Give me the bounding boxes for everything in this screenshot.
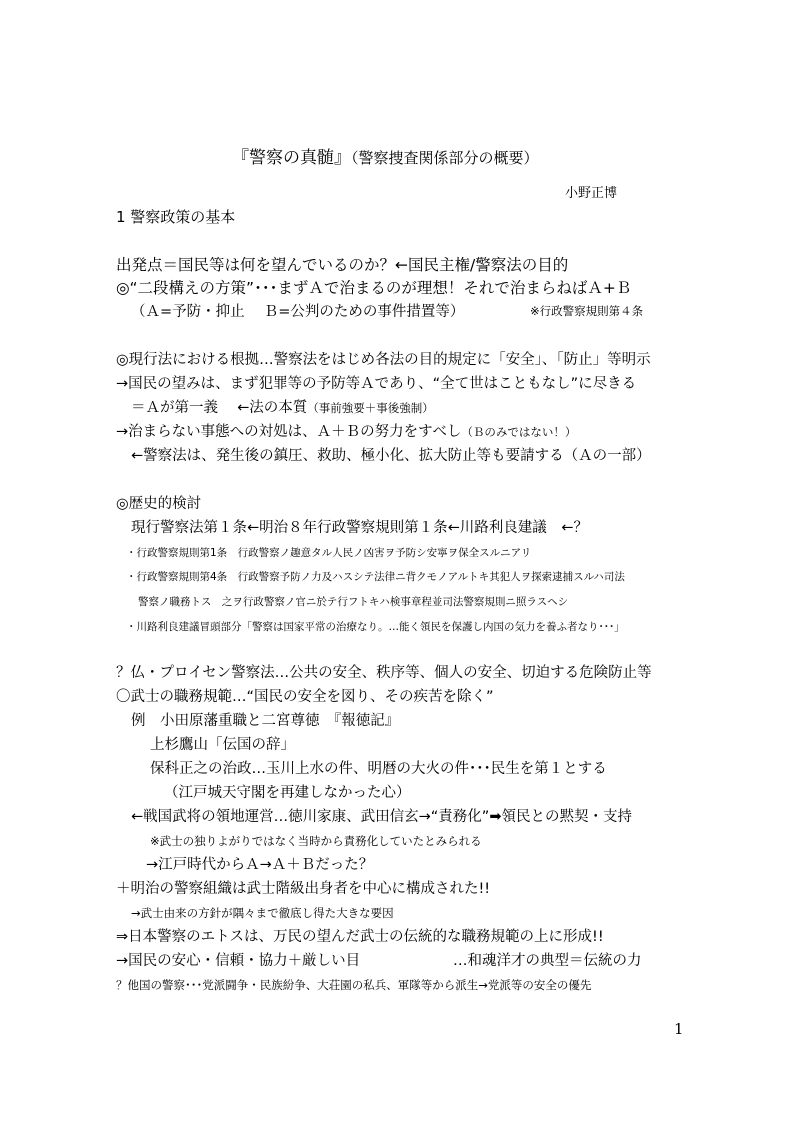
text-line-citizen-trust: →国民の安心・信頼・協力＋厳しい目 <box>116 953 361 969</box>
text-a-plus-b-note: （Ｂのみではない！） <box>461 425 577 439</box>
section-heading: 1 警察政策の基本 <box>116 208 236 226</box>
text-line-a-plus-b-effort <box>116 425 576 440</box>
text-line-warring-states: ←戦国武将の領地運営…徳川家康、武田信玄→“責務化”➡領民との黙契・支持 <box>131 809 632 825</box>
text-line-a-b-definition: （Ａ=予防・抑止 Ｂ=公判のための事件措置等） <box>131 304 465 320</box>
text-line-article-4-cont: 警察ノ職務トス 之ヲ行政警察ノ官ニ於テ行フトキハ検事章程並司法警察規則ニ照ラスヘシ <box>138 596 569 608</box>
text-line-example-odawara: 例 小田原藩重職と二宮尊徳 『報徳記』 <box>131 713 400 729</box>
text-a-primary-note: （事前強要＋事後強制） <box>307 401 434 415</box>
text-a-plus-b-main: →治まらない事態への対処は、Ａ＋Ｂの努力をすべし <box>116 424 462 440</box>
text-line-police-law-requests: ←警察法は、発生後の鎮圧、救助、極小化、拡大防止等も要請する（Ａの一部） <box>131 448 651 464</box>
title-subtitle: （警察捜査関係部分の概要） <box>351 149 539 167</box>
author-name: 小野正博 <box>565 186 618 201</box>
document-title <box>232 150 539 167</box>
text-line-wakon-yosai: …和魂洋才の典型＝伝統の力 <box>453 953 642 969</box>
text-line-article-4: ・行政警察規則第4条 行政警察予防ノ力及ハスシテ法律ニ背クモノアルトキ其犯人ヲ探索逮捕スルハ司法 <box>126 571 625 583</box>
text-line-starting-point: 出発点＝国民等は何を望んでいるのか？←国民主権/警察法の目的 <box>116 256 569 274</box>
text-line-other-countries: ？他国の警察･･･党派闘争・民族紛争、大荘園の私兵、軍隊等から派生→党派等の安全の優先 <box>116 978 592 992</box>
text-line-citizen-wishes: →国民の望みは、まず犯罪等の予防等Ａであり、“全て世はこともなし”に尽きる <box>116 376 637 392</box>
page-number: 1 <box>674 1020 684 1038</box>
text-line-kawaji-proposal: ・川路利良建議冒頭部分「警察は国家平常の治療なり。…能く領民を保護し内国の気力を養ふ者なり･･･」 <box>126 621 625 633</box>
text-line-two-stage-policy: ◎“二段構えの方策”･･･まずＡで治まるのが理想！それで治まらねばＡ+Ｂ <box>116 279 632 297</box>
text-line-meiji-police: ＋明治の警察組織は武士階級出身者を中心に構成された!! <box>116 881 491 897</box>
text-line-article-1: ・行政警察規則第1条 行政警察ノ趣意タル人民ノ凶害ヲ予防シ安寧ヲ保全スルニアリ <box>126 547 532 559</box>
text-line-samurai-norms: 〇武士の職務規範…“国民の安全を図り、その疾苦を除く” <box>116 689 494 705</box>
text-line-japanese-police-ethos: ⇒日本警察のエトスは、万民の望んだ武士の伝統的な職務規範の上に形成!! <box>116 929 604 945</box>
text-line-a-primary <box>131 401 434 416</box>
text-line-samurai-policy: →武士由来の方針が隅々まで徹底し得た大きな要因 <box>131 906 394 920</box>
text-line-edo-a-to-ab: →江戸時代からＡ→Ａ＋Ｂだった？ <box>146 857 374 873</box>
text-line-current-law-basis: ◎現行法における根拠…警察法をはじめ各法の目的規定に「安全」、「防止」等明示 <box>116 352 651 368</box>
text-line-french-prussian-law: ？仏・プロイセン警察法…公共の安全、秩序等、個人の安全、切迫する危険防止等 <box>116 665 652 681</box>
text-line-regulation-note: ※行政警察規則第４条 <box>530 304 644 318</box>
text-line-samurai-note: ※武士の独りよがりではなく当時から責務化していたとみられる <box>150 834 482 848</box>
text-a-primary-main: ＝Ａが第一義 ←法の本質 <box>131 400 308 416</box>
text-line-hoshina: 保科正之の治政…玉川上水の件、明暦の大火の件･･･民生を第１とする <box>150 761 607 777</box>
title-main: 『警察の真髄』 <box>232 148 351 168</box>
text-line-uesugi: 上杉鷹山「伝国の辞」 <box>150 737 295 753</box>
text-line-legal-lineage: 現行警察法第１条←明治８年行政警察規則第１条←川路利良建議 ←？ <box>131 520 588 536</box>
text-line-historical-review: ◎歴史的検討 <box>116 496 202 512</box>
text-line-edo-castle: （江戸城天守閣を再建しなかった心） <box>164 785 411 801</box>
